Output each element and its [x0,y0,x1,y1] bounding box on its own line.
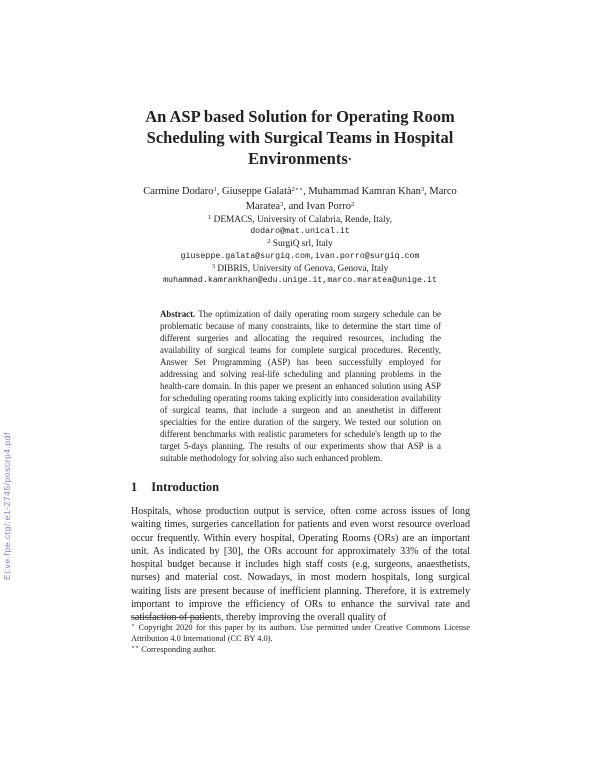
affil-text: DIBRIS, University of Genova, Genova, Italy [217,263,389,274]
section-title: Introduction [151,480,220,494]
affil-email: dodaro@mat.unical.it [250,227,350,237]
affil-text: SurgiQ srl, Italy [272,239,333,250]
title-footnote-mark: ⋆ [347,156,352,163]
affil-text: DEMACS, University of Calabria, Rende, Italy, [213,215,392,225]
author-affil-mark: 3 [280,201,284,208]
author-affil-mark: 3 [420,186,425,193]
affiliations [160,214,440,287]
affil-email: muhammad.kamrankhan@edu.unige.it,marco.maratea@unige.it [163,276,437,286]
arxiv-side-stamp: Ei:ve.fpe.ctg/;e1-2745/poscrp4.pdf [2,432,12,580]
footnote [131,622,470,644]
author: Carmine Dodaro [143,186,214,197]
title-text: An ASP based Solution for Operating Room Scheduling with Surgical Teams in Hospital Environments [145,107,455,168]
abstract-text: The optimization of daily operating room surgery schedule can be problematic because of many constraints, like to determine the start time of different surgeries and allocating the required resources, including the availability of surgical teams for complete surgical procedures. Recently, Answer Set Programming (ASP) has been successfully employed for addressing and solving real-life scheduling and planning problems in the health-care domain. In this paper we present an enhanced solution using ASP for scheduling operating rooms taking explicitly into consideration availability of surgical teams, that include a surgeon and an anesthetist in different specialties for the entire duration of the surgery. We tested our solution on different benchmarks with realistic parameters for schedule's length up to the target 5-days planning. The results of our experiments show that ASP is a suitable methodology for solving also such enhanced problem. [160,309,441,463]
section-number: 1 [131,480,138,494]
author-affil-mark: 2 [351,201,355,208]
paper-title [110,106,490,169]
author: Giuseppe Galatà [221,186,292,197]
abstract [160,308,441,464]
footnote [131,644,470,655]
affil-mark: 3 [211,262,215,270]
affil-email: giuseppe.galata@surgiq.com,ivan.porro@surgiq.com [180,251,420,261]
author: Ivan Porro [306,201,352,212]
body-paragraph: Hospitals, whose production output is service, often come across issues of long waiting times, surgeries cancellation for patients and even worst resource overload occur frequently. Within every hospital, Operating Rooms (ORs) are an important unit. As indicated by [30], the ORs account for approximately 33% of the total hospital budget because it includes high staff costs (e.g, surgeons, anaesthetists, nurses) and material cost. Nowadays, in most modern hospitals, long surgical waiting lists are present because of inefficient planning. Therefore, it is extremely important to improve the efficiency of ORs to enhance the survival rate and satisfaction of patients, thereby improving the overall quality of [131,506,470,624]
footnote-rule [131,617,211,618]
affil-mark: 1 [208,214,212,221]
author-list: Carmine Dodaro$^1$, Giuseppe Galatà$^{2⋆⋆}$, Muhammad Kamran Khan$^3$, Marco Maratea$^3$, and Ivan Porro$^2$ [143,186,457,212]
author-affil-mark: 2⋆⋆ [291,186,304,193]
affiliation [160,214,440,226]
footnote-mark: ⋆ [131,622,136,629]
affiliation [160,263,440,275]
footnotes [131,622,470,655]
affiliation [160,238,440,250]
footnote-text: Corresponding author. [141,645,217,654]
footnote-text: Copyright 2020 for this paper by its authors. Use permitted under Creative Commons License Attribution 4.0 International (CC BY 4.0). [131,623,470,643]
section-heading [131,480,219,495]
footnote-mark: ⋆⋆ [131,644,140,651]
abstract-label: Abstract. [160,309,196,319]
author-affil-mark: 1 [213,186,217,193]
affil-mark: 2 [267,238,271,246]
author: Muhammad Kamran Khan [308,186,421,197]
author: Marco Maratea [245,186,457,212]
